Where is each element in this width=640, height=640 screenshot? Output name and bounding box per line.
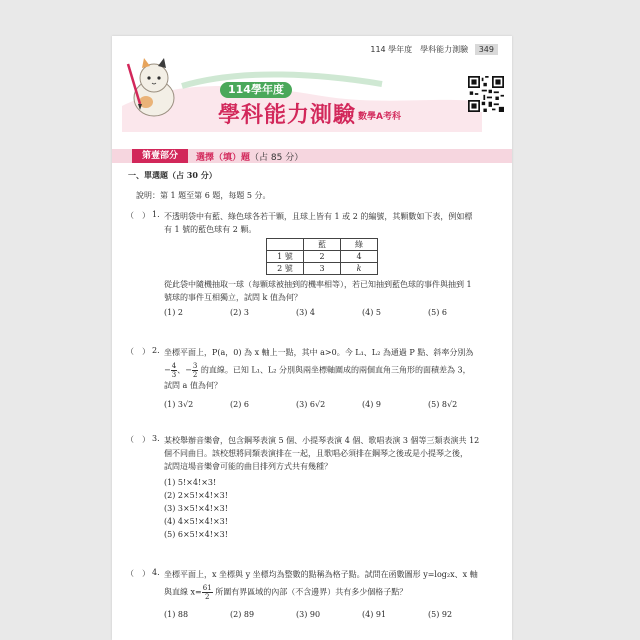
question-text	[164, 210, 494, 236]
option-row	[164, 610, 494, 619]
option[interactable]: (4) 9	[362, 400, 381, 409]
answer-blank[interactable]: （ ）	[126, 211, 150, 220]
option[interactable]: (4) 5	[362, 308, 381, 317]
question-text	[164, 568, 494, 601]
cat-mascot-icon	[124, 54, 178, 120]
option[interactable]: (5) 6×5!×4!×3!	[164, 530, 228, 539]
exam-page	[112, 36, 512, 640]
question-line: 有 1 號的藍色球有 2 顆。	[164, 225, 257, 234]
year-badge: 114學年度	[220, 82, 292, 98]
fraction: $\frac{3}{2}$	[192, 362, 198, 379]
table-cell: 綠	[341, 239, 378, 251]
fraction: $\frac{61}{2}$	[202, 584, 212, 601]
question-text	[164, 278, 494, 304]
option[interactable]: (3) 90	[296, 610, 321, 619]
table-cell: k	[341, 263, 378, 275]
option[interactable]: (2) 6	[230, 400, 249, 409]
page-title: 學科能力測驗	[218, 103, 357, 128]
fraction: $\frac{4}{3}$	[171, 362, 177, 379]
option[interactable]: (5) 6	[428, 308, 447, 317]
question-line: 與直線 x= $\frac{61}{2}$ 所圍有界區域的內部（不含邊界）共有多少個格子點？	[164, 584, 408, 601]
option[interactable]: (2) 89	[230, 610, 255, 619]
question-line: − $\frac{4}{3}$ 、− $\frac{3}{2}$ 的直線。已知 L₁、L₂ 分別與兩坐標軸圍成的兩個直角三角形的面積差為 3，	[164, 362, 471, 379]
question-line: 號球的事件互相獨立，試問 k 值為何？	[164, 293, 302, 302]
option[interactable]: (4) 91	[362, 610, 387, 619]
option[interactable]: (1) 5!×4!×3!	[164, 478, 217, 487]
question-line: 某校舉辦音樂會，包含鋼琴表演 5 個、小提琴表演 4 個、歌唱表演 3 個等三類表演共 12	[164, 436, 480, 445]
part-title-text: 選擇（填）題	[196, 153, 251, 163]
question-line: 不透明袋中有藍、綠色球各若干顆，且球上皆有 1 或 2 的編號，其顆數如下表，例如標	[164, 212, 473, 221]
part-label: 第壹部分	[132, 149, 188, 163]
table-row	[267, 263, 378, 275]
question-line: 坐標平面上，P(a，0) 為 x 軸上一點，其中 a>0。今 L₁、L₂ 為通過 P 點、斜率分別為	[164, 348, 474, 357]
option[interactable]: (2) 3	[230, 308, 249, 317]
part-title	[196, 150, 303, 163]
table-cell: 1 號	[267, 251, 304, 263]
question-text	[164, 434, 494, 473]
question-line: 從此袋中隨機抽取一球（每顆球被抽到的機率相等），若已知抽到藍色球的事件與抽到 1	[164, 280, 472, 289]
question-number: 2.	[152, 346, 160, 355]
question-number: 4.	[152, 568, 160, 577]
table-cell: 2 號	[267, 263, 304, 275]
option[interactable]: (3) 3×5!×4!×3!	[164, 504, 228, 513]
question-number: 3.	[152, 434, 160, 443]
option-row	[164, 308, 494, 317]
table-cell: 3	[304, 263, 341, 275]
page-number: 349	[475, 44, 498, 55]
qr-code-icon[interactable]	[468, 76, 504, 112]
subject-label: 數學A考科	[358, 112, 401, 122]
data-table	[266, 238, 378, 275]
table-cell	[267, 239, 304, 251]
question-line: 試問 a 值為何？	[164, 381, 222, 390]
section-heading: 一、單選題（占 30 分）	[128, 170, 217, 180]
option[interactable]: (5) 92	[428, 610, 453, 619]
question-line: 坐標平面上，x 坐標與 y 坐標均為整數的點稱為格子點。試問在函數圖形 y=log₂x、x 軸	[164, 570, 478, 579]
answer-blank[interactable]: （ ）	[126, 435, 150, 444]
answer-blank[interactable]: （ ）	[126, 569, 150, 578]
part-score: （占 85 分）	[250, 153, 304, 163]
option[interactable]: (1) 2	[164, 308, 183, 317]
option[interactable]: (5) 8√2	[428, 400, 458, 409]
option-list	[164, 476, 228, 541]
running-header	[370, 44, 498, 55]
answer-blank[interactable]: （ ）	[126, 347, 150, 356]
option[interactable]: (3) 4	[296, 308, 315, 317]
header-title: 114 學年度 學科能力測驗	[370, 45, 469, 54]
question-line: 個不同曲目。該校想將同類表演排在一起，且歌唱必須排在鋼琴之後或是小提琴之後，	[164, 449, 468, 458]
table-cell: 2	[304, 251, 341, 263]
table-row	[267, 251, 378, 263]
table-cell: 4	[341, 251, 378, 263]
option[interactable]: (1) 88	[164, 610, 189, 619]
option[interactable]: (3) 6√2	[296, 400, 326, 409]
table-header-row	[267, 239, 378, 251]
question-text	[164, 346, 494, 392]
table-cell: 藍	[304, 239, 341, 251]
option[interactable]: (2) 2×5!×4!×3!	[164, 491, 228, 500]
question-number: 1.	[152, 210, 160, 219]
option[interactable]: (1) 3√2	[164, 400, 194, 409]
option-row	[164, 400, 494, 409]
section-instruction: 說明：第 1 題至第 6 題，每題 5 分。	[136, 191, 271, 200]
option[interactable]: (4) 4×5!×4!×3!	[164, 517, 228, 526]
question-line: 試問這場音樂會可能的曲目排列方式共有幾種？	[164, 462, 332, 471]
